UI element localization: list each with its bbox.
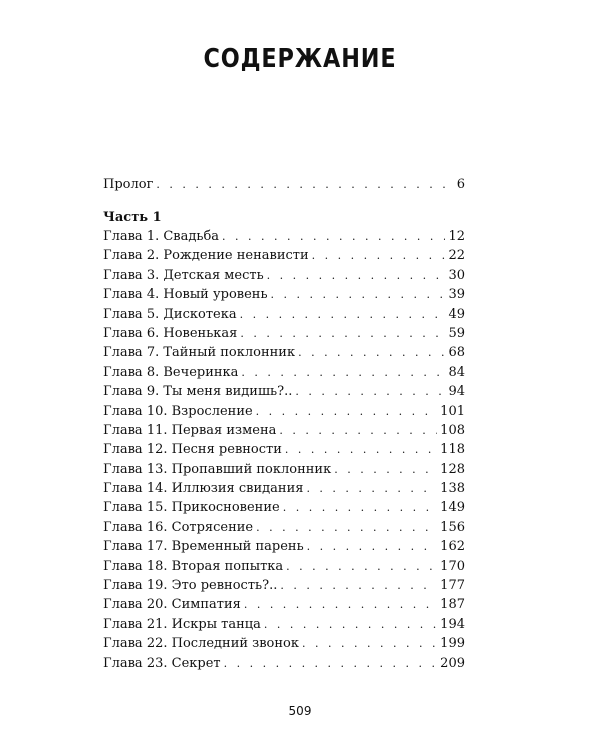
entry-page-number: 138 — [440, 481, 465, 497]
entry-page-number: 177 — [440, 578, 465, 594]
entry-page-number: 12 — [448, 229, 465, 244]
dot-leader — [279, 421, 437, 440]
entry-label: Глава 15. Прикосновение — [103, 500, 280, 516]
toc-entry-chapter — [103, 595, 465, 614]
dot-leader — [295, 382, 445, 401]
entry-label: Глава 2. Рождение ненависти — [103, 248, 309, 264]
dot-leader — [156, 175, 453, 194]
dot-leader — [286, 557, 437, 576]
entry-label: Глава 6. Новенькая — [103, 325, 238, 341]
entry-label: Глава 4. Новый уровень — [103, 287, 268, 303]
toc-entry-chapter — [103, 634, 465, 653]
toc-entry-chapter — [103, 460, 465, 479]
entry-page-number: 68 — [448, 345, 465, 361]
toc-entry-chapter — [103, 421, 465, 440]
dot-leader — [285, 440, 437, 459]
toc-entry-chapter — [103, 382, 465, 401]
entry-page-number: 49 — [448, 306, 465, 322]
toc-entry-chapter — [103, 402, 465, 421]
page-title: СОДЕРЖАНИЕ — [203, 44, 397, 74]
toc-entry-chapter — [103, 440, 465, 459]
part-section — [103, 209, 465, 673]
toc-entry-chapter — [103, 246, 465, 265]
dot-leader — [267, 266, 446, 285]
dot-leader — [224, 654, 438, 673]
dot-leader — [240, 305, 446, 324]
dot-leader — [307, 537, 438, 556]
dot-leader — [256, 518, 437, 537]
toc-entry-chapter — [103, 343, 465, 362]
toc-entry-chapter — [103, 285, 465, 304]
toc-entry-chapter — [103, 498, 465, 517]
entry-label: Глава 22. Последний звонок — [103, 636, 300, 652]
entry-page-number: 162 — [440, 539, 465, 555]
toc-entry-chapter — [103, 324, 465, 343]
entry-label: Глава 7. Тайный поклонник — [103, 345, 296, 361]
entry-page-number: 170 — [440, 558, 465, 574]
dot-leader — [306, 479, 437, 498]
toc-entry-chapter — [103, 363, 465, 382]
entry-page-number: 6 — [456, 177, 465, 192]
toc-entry-chapter — [103, 537, 465, 556]
entry-label: Глава 10. Взросление — [103, 403, 253, 419]
entry-page-number: 156 — [440, 519, 465, 535]
entry-label: Глава 19. Это ревность?.. — [103, 578, 278, 594]
entry-page-number: 108 — [440, 422, 465, 438]
entry-page-number: 128 — [440, 461, 465, 477]
toc-entry-chapter — [103, 479, 465, 498]
dot-leader — [298, 343, 445, 362]
dot-leader — [312, 246, 446, 265]
dot-leader — [241, 363, 445, 382]
entry-page-number: 94 — [448, 384, 465, 400]
entry-label: Глава 9. Ты меня видишь?.. — [103, 384, 293, 400]
part-heading: Часть 1 — [103, 210, 162, 225]
toc-entry-chapter — [103, 557, 465, 576]
entry-page-number: 84 — [448, 364, 465, 380]
entry-page-number: 39 — [448, 287, 465, 303]
entry-page-number: 187 — [440, 597, 465, 613]
dot-leader — [334, 460, 437, 479]
entry-label: Глава 8. Вечеринка — [103, 364, 239, 380]
toc-entry-chapter — [103, 518, 465, 537]
entry-label: Глава 16. Сотрясение — [103, 519, 254, 535]
prolog-section — [103, 175, 465, 194]
dot-leader — [271, 285, 446, 304]
dot-leader — [244, 595, 437, 614]
dot-leader — [222, 227, 445, 246]
entry-label: Глава 13. Пропавший поклонник — [103, 461, 332, 477]
page-folio: 509 — [288, 704, 312, 718]
dot-leader — [256, 402, 438, 421]
entry-label: Глава 23. Секрет — [103, 655, 221, 671]
entry-label: Глава 18. Вторая попытка — [103, 558, 284, 574]
entry-page-number: 199 — [440, 636, 465, 652]
dot-leader — [240, 324, 445, 343]
entry-label: Глава 21. Искры танца — [103, 616, 261, 632]
toc-entry-prolog — [103, 175, 465, 194]
entry-page-number: 30 — [448, 267, 465, 283]
entry-label: Глава 14. Иллюзия свидания — [103, 481, 304, 497]
toc-entry-chapter — [103, 266, 465, 285]
toc-entry-chapter — [103, 227, 465, 246]
entry-page-number: 209 — [440, 655, 465, 671]
toc-entry-chapter — [103, 305, 465, 324]
toc-entry-chapter — [103, 654, 465, 673]
entry-page-number: 59 — [448, 325, 465, 341]
toc-entry-chapter — [103, 576, 465, 595]
entry-label: Пролог — [103, 177, 154, 192]
toc-entry-chapter — [103, 615, 465, 634]
entry-label: Глава 3. Детская месть — [103, 267, 264, 283]
entry-page-number: 101 — [440, 403, 465, 419]
dot-leader — [302, 634, 437, 653]
entry-label: Глава 20. Симпатия — [103, 597, 241, 613]
entry-label: Глава 1. Свадьба — [103, 229, 220, 244]
entry-label: Глава 12. Песня ревности — [103, 442, 282, 458]
entry-label: Глава 11. Первая измена — [103, 422, 277, 438]
dot-leader — [283, 498, 437, 517]
chapter-list — [103, 227, 465, 673]
dot-leader — [264, 615, 437, 634]
dot-leader — [280, 576, 437, 595]
entry-page-number: 22 — [448, 248, 465, 264]
entry-page-number: 194 — [440, 616, 465, 632]
entry-page-number: 118 — [440, 442, 465, 458]
entry-label: Глава 17. Временный парень — [103, 539, 304, 555]
entry-label: Глава 5. Дискотека — [103, 306, 237, 322]
entry-page-number: 149 — [440, 500, 465, 516]
